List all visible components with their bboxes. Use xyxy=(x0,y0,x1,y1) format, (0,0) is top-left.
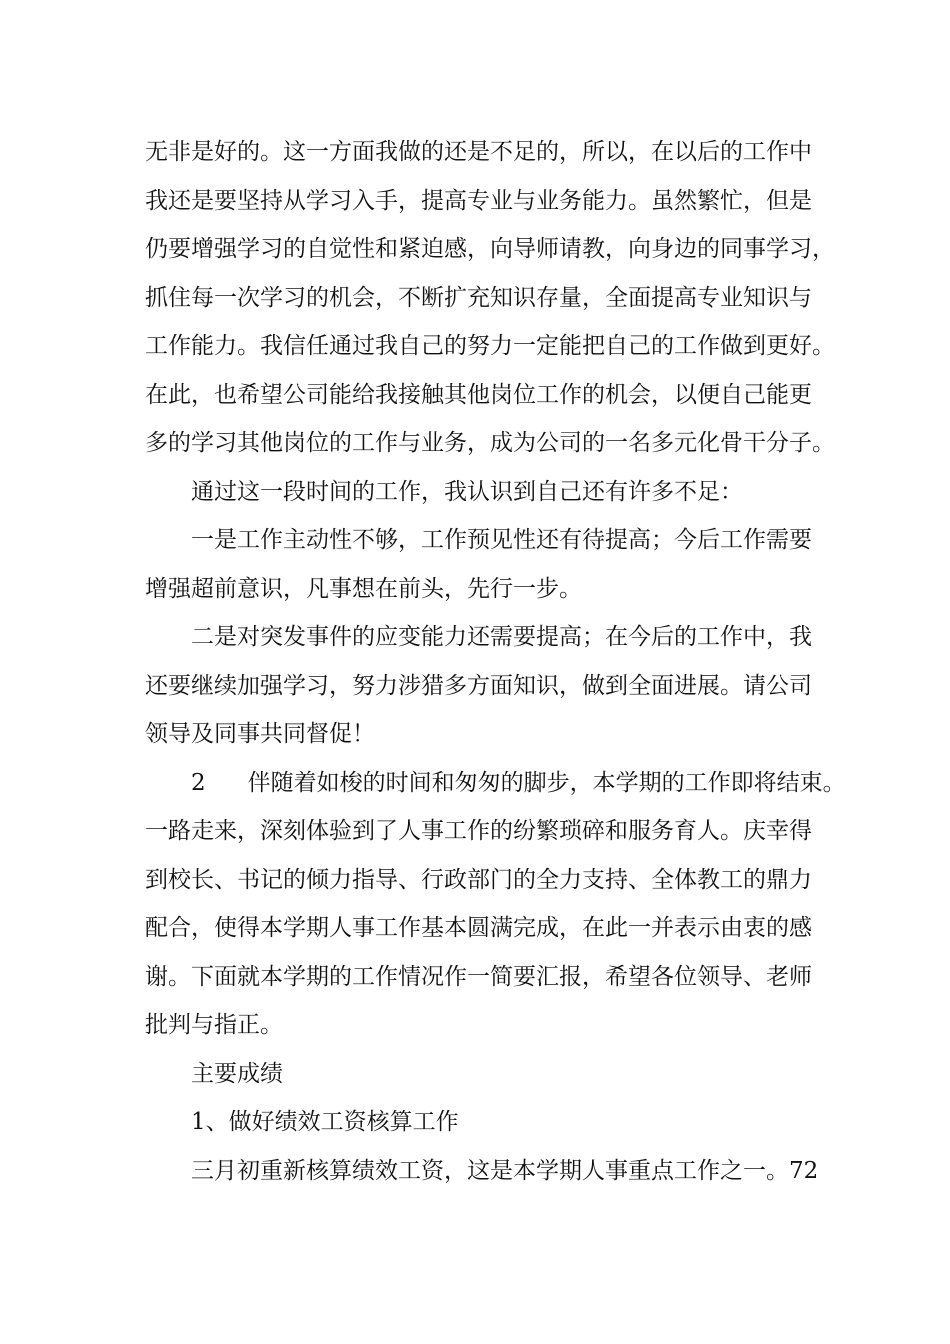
text-line: 配合，使得本学期人事工作基本圆满完成，在此一并表示由衷的感 xyxy=(145,915,812,941)
paragraph-first-line: 一是工作主动性不够，工作预见性还有待提高；今后工作需要 xyxy=(191,527,812,553)
text-line: 批判与指正。 xyxy=(145,1012,283,1038)
text-line: 无非是好的。这一方面我做的还是不足的，所以，在以后的工作中 xyxy=(145,139,812,165)
section-number: 2 xyxy=(191,769,206,796)
text-line: 一路走来，深刻体验到了人事工作的纷繁琐碎和服务育人。庆幸得 xyxy=(145,818,812,844)
text-line: 领导及同事共同督促！ xyxy=(145,721,375,747)
paragraph-first-line: 通过这一段时间的工作，我认识到自己还有许多不足： xyxy=(191,478,743,505)
paragraph-first-line: 三月初重新核算绩效工资，这是本学期人事重点工作之一。72 xyxy=(191,1157,819,1184)
text-line: 增强超前意识，凡事想在前头，先行一步。 xyxy=(145,575,582,602)
text-line: 在此，也希望公司能给我接触其他岗位工作的机会，以便自己能更 xyxy=(145,381,812,408)
text-line: 到校长、书记的倾力指导、行政部门的全力支持、全体教工的鼎力 xyxy=(145,866,812,893)
text-line: 工作能力。我信任通过我自己的努力一定能把自己的工作做到更好。 xyxy=(145,333,835,359)
subsection-heading: 1、做好绩效工资核算工作 xyxy=(191,1109,459,1135)
text-line: 仍要增强学习的自觉性和紧迫感，向导师请教，向身边的同事学习， xyxy=(145,236,835,262)
paragraph-text: 伴随着如梭的时间和匆匆的脚步，本学期的工作即将结束。 xyxy=(247,769,846,796)
paragraph-first-line: 二是对突发事件的应变能力还需要提高；在今后的工作中，我 xyxy=(191,624,812,650)
text-line: 抓住每一次学习的机会，不断扩充知识存量，全面提高专业知识与 xyxy=(145,284,812,311)
text-line: 还要继续加强学习，努力涉猎多方面知识，做到全面进展。请公司 xyxy=(145,672,812,699)
text-line: 多的学习其他岗位的工作与业务，成为公司的一名多元化骨干分子。 xyxy=(145,430,835,456)
section-heading: 主要成绩 xyxy=(191,1060,283,1087)
text-line: 谢。下面就本学期的工作情况作一简要汇报，希望各位领导、老师 xyxy=(145,963,812,990)
numbered-paragraph-line xyxy=(145,759,846,808)
text-line: 我还是要坚持从学习入手，提高专业与业务能力。虽然繁忙，但是 xyxy=(145,187,812,214)
document-body xyxy=(145,128,846,1195)
